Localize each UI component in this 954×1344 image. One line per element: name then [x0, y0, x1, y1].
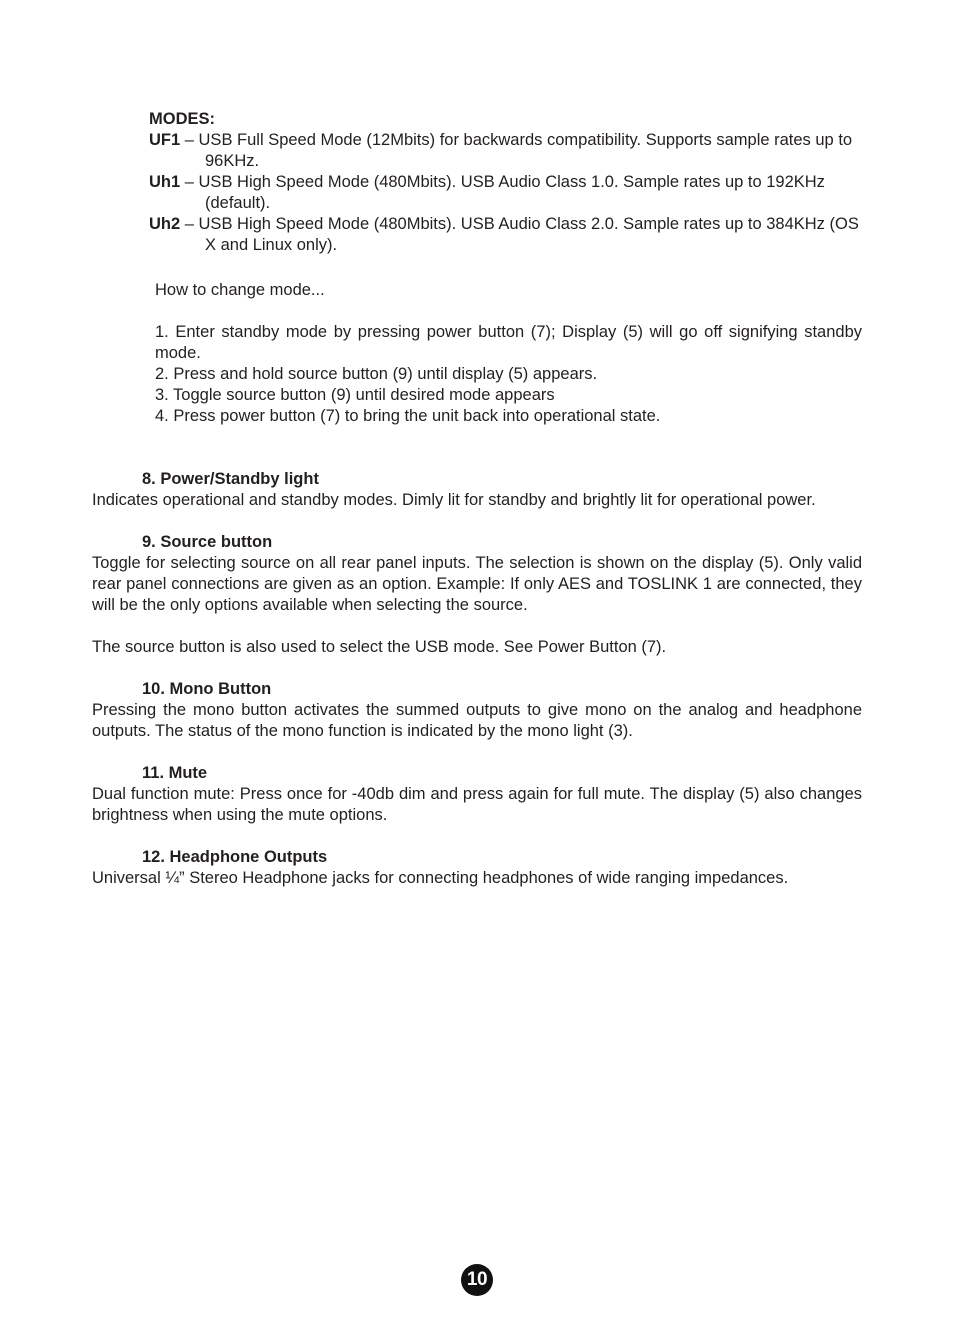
- section-body-extra: The source button is also used to select the USB mode. See Power Button (7).: [92, 638, 667, 656]
- section-body: Dual function mute: Press once for -40db dim and press again for full mute. The display (5) also changes brightness when using the mute options.: [92, 785, 862, 824]
- mode-description: – USB Full Speed Mode (12Mbits) for backwards compatibility. Supports sample rates up to 96KHz.: [180, 131, 853, 170]
- mode-description: – USB High Speed Mode (480Mbits). USB Audio Class 2.0. Sample rates up to 384KHz (OS X and Linux only).: [180, 215, 859, 254]
- mode-code: Uh1: [149, 173, 181, 191]
- step-item: 1. Enter standby mode by pressing power button (7); Display (5) will go off signifying standby mode.: [155, 323, 862, 362]
- section-heading: 9. Source button: [142, 533, 273, 551]
- step-item: 3. Toggle source button (9) until desired mode appears: [155, 386, 555, 404]
- mode-item-uh2: [149, 214, 862, 256]
- mode-code: UF1: [149, 131, 181, 149]
- mode-item-uf1: [149, 130, 862, 172]
- section-body: Toggle for selecting source on all rear panel inputs. The selection is shown on the display (5). Only valid rear panel connections are given as an option. Example: If only AES and TOSLINK 1 are connected, they will be the only options available when selecting the source.: [92, 554, 862, 614]
- mode-code: Uh2: [149, 215, 181, 233]
- step-item: 4. Press power button (7) to bring the unit back into operational state.: [155, 407, 661, 425]
- change-mode-instructions: [155, 280, 862, 427]
- howto-intro: How to change mode...: [155, 281, 325, 299]
- section-mono-button: [92, 679, 862, 742]
- section-headphone-outputs: [92, 847, 862, 889]
- section-body: Universal ¼” Stereo Headphone jacks for connecting headphones of wide ranging impedances.: [92, 869, 789, 887]
- modes-title: MODES:: [149, 110, 215, 128]
- mode-item-uh1: [149, 172, 862, 214]
- section-body: Indicates operational and standby modes. Dimly lit for standby and brightly lit for operational power.: [92, 491, 816, 509]
- page-number-badge: 10: [461, 1264, 493, 1296]
- section-heading: 8. Power/Standby light: [142, 470, 319, 488]
- feature-sections: [92, 469, 862, 910]
- mode-description: – USB High Speed Mode (480Mbits). USB Audio Class 1.0. Sample rates up to 192KHz (default).: [180, 173, 825, 212]
- section-heading: 12. Headphone Outputs: [142, 848, 328, 866]
- section-heading: 11. Mute: [142, 764, 208, 782]
- section-mute: [92, 763, 862, 826]
- section-body: Pressing the mono button activates the summed outputs to give mono on the analog and headphone outputs. The status of the mono function is indicated by the mono light (3).: [92, 701, 862, 740]
- section-heading: 10. Mono Button: [142, 680, 272, 698]
- step-item: 2. Press and hold source button (9) until display (5) appears.: [155, 365, 598, 383]
- section-source-button: [92, 532, 862, 658]
- section-power-standby-light: [92, 469, 862, 511]
- steps-list: [155, 322, 862, 427]
- modes-block: [149, 109, 862, 256]
